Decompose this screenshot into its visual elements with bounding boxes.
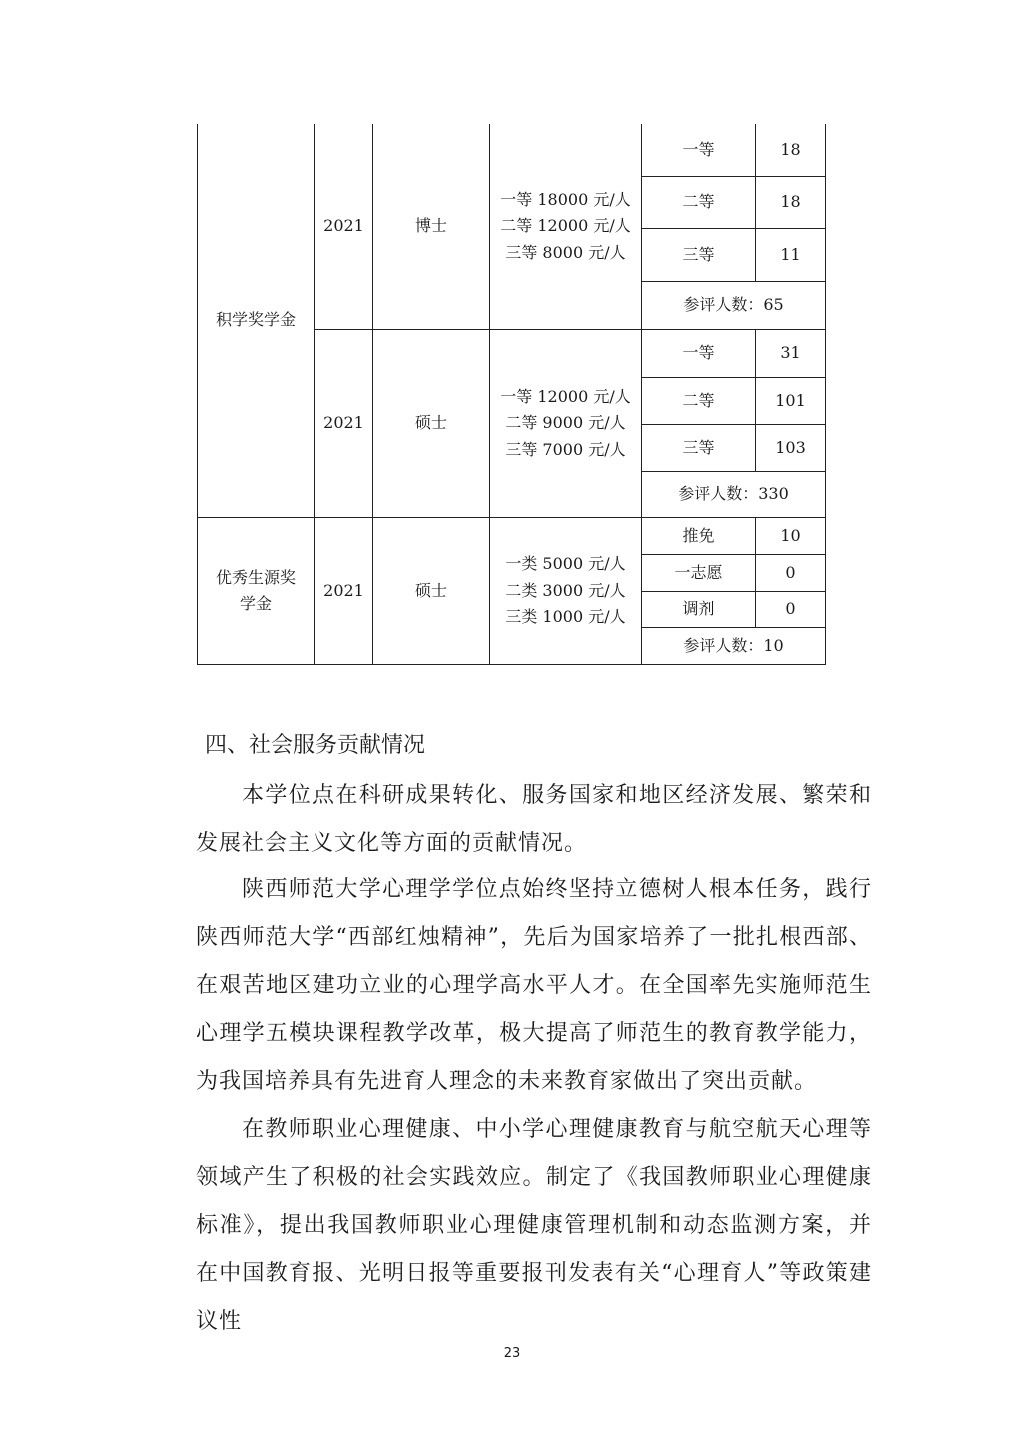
table-amounts: 一等 12000 元/人 二等 9000 元/人 三等 7000 元/人 — [500, 386, 631, 459]
table-degree: 博士 — [414, 216, 447, 236]
table-grade: 二等 — [682, 390, 715, 410]
paragraph: 在教师职业心理健康、中小学心理健康教育与航空航天心理等领域产生了积极的社会实践效应。制定了《我国教师职业心理健康标准》，提出我国教师职业心理健康管理机制和动态监测方案，并在中国教育报、光明日报等重要报刊发表有关“心理育人”等政策建议性 — [196, 1117, 872, 1334]
table-category: 优秀生源奖 学金 — [215, 567, 296, 613]
table-count: 18 — [780, 192, 801, 212]
table-count: 101 — [775, 390, 806, 410]
table-participants: 参评人数：330 — [678, 484, 789, 504]
table-participants: 参评人数：65 — [683, 295, 784, 315]
table-grade: 一等 — [682, 139, 715, 159]
table-grade: 一志愿 — [674, 562, 723, 582]
table-degree: 硕士 — [414, 413, 447, 433]
table-degree: 硕士 — [414, 580, 447, 600]
table-grade: 调剂 — [682, 599, 715, 619]
table-grade: 三等 — [682, 244, 715, 264]
table-count: 0 — [785, 562, 796, 582]
paragraph: 陕西师范大学心理学学位点始终坚持立德树人根本任务，践行陕西师范大学“西部红烛精神”，先后为国家培养了一批扎根西部、在艰苦地区建功立业的心理学高水平人才。在全国率先实施师范生心理学五模块课程教学改革，极大提高了师范生的教育教学能力，为我国培养具有先进育人理念的未来教育家做出了突出贡献。 — [196, 877, 872, 1094]
table-count: 103 — [775, 437, 806, 457]
table-year: 2021 — [323, 413, 364, 433]
table-count: 31 — [780, 343, 801, 363]
table-grade: 推免 — [682, 525, 715, 545]
table-grade: 一等 — [682, 343, 715, 363]
table-count: 11 — [780, 244, 801, 264]
table-amounts: 一类 5000 元/人 二类 3000 元/人 三类 1000 元/人 — [505, 554, 626, 627]
table-participants: 参评人数：10 — [683, 635, 784, 655]
table-category: 积学奖学金 — [215, 310, 296, 330]
paragraph: 本学位点在科研成果转化、服务国家和地区经济发展、繁荣和发展社会主义文化等方面的贡献情况。 — [196, 783, 872, 856]
table-grade: 二等 — [682, 192, 715, 212]
table-count: 18 — [780, 139, 801, 159]
table-count: 10 — [780, 525, 801, 545]
page-number: 23 — [503, 1346, 521, 1361]
table-year: 2021 — [323, 580, 364, 600]
table-year: 2021 — [323, 216, 364, 236]
table-count: 0 — [785, 599, 796, 619]
table-amounts: 一等 18000 元/人 二等 12000 元/人 三等 8000 元/人 — [500, 189, 631, 262]
section-heading: 四、社会服务贡献情况 — [205, 733, 426, 758]
table-grade: 三等 — [682, 437, 715, 457]
